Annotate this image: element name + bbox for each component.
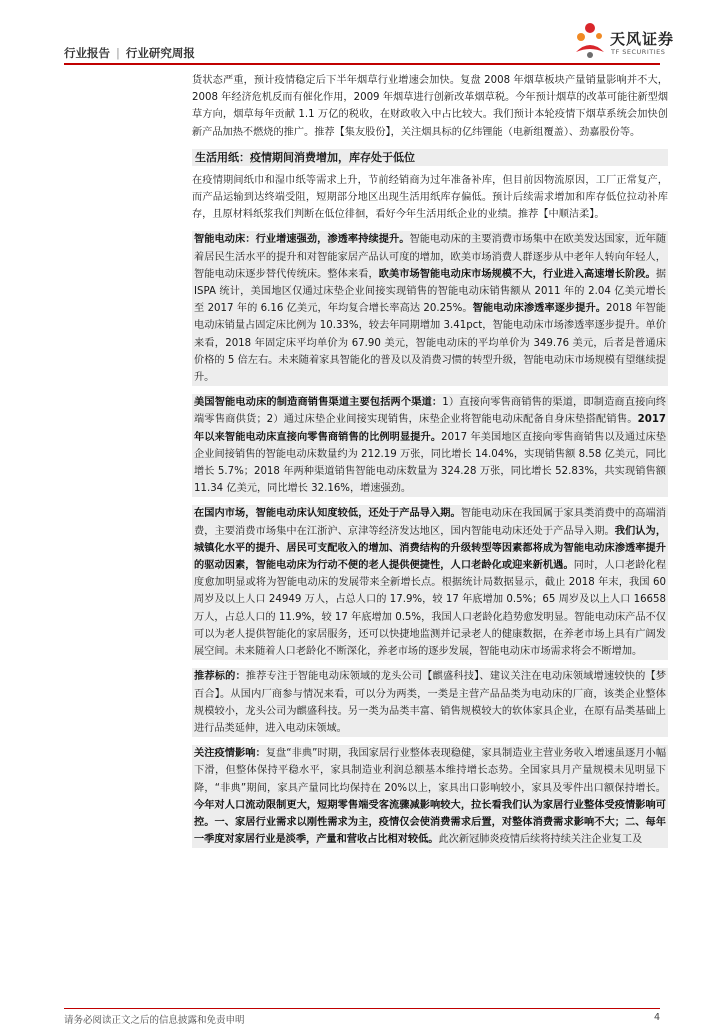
smart-bed-text-b: 据 ISPA 统计，美国地区仅通过床垫企业间接实现销售的智能电动床销售额从 2011 年的 2.04 亿美元增长至 2017 年的 6.16 亿美元，年均复合增长率高达 20.25%。 xyxy=(194,268,667,315)
domestic-market-heading: 在国内市场，智能电动床认知度较低，还处于产品导入期。 xyxy=(194,508,461,520)
smart-bed-highlight-penetration: 智能电动床渗透率逐步提升。 xyxy=(472,303,607,315)
us-channel-text-b: 2017 年美国地区直接向零售商销售以及通过床垫企业间接销售的智能电动床数量约为 212.19 万张，同比增长 14.04%，实现销售额 8.58 亿美元，同比增长 5.7%；2018 年两种渠道销售智能电动床数量为 324.28 万张，同比增长 52.83%，共实现销售额 11.34 亿美元，同比增长 32.16%，增速强劲。 xyxy=(194,431,667,495)
footer-divider xyxy=(64,1008,660,1009)
report-subcategory-label: 行业研究周报 xyxy=(125,46,195,60)
tf-logo-mark-icon xyxy=(572,22,608,60)
page-number: 4 xyxy=(653,1012,660,1023)
epidemic-impact-text-a: 复盘“非典”时期，我国家居行业整体表现稳健，家具制造业主营业务收入增速虽逐月小幅下滑，但整体保持平稳水平，家具制造业利润总额基本维持增长态势。全国家具月产量规模未见明显下降，“非典”期间，家具产量同比均保持在 20%以上，家具出口影响较小，家具及零件出口额保持增长。 xyxy=(194,748,667,794)
recommendation-paragraph xyxy=(192,668,668,737)
logo-english-name: TF SECURITIES xyxy=(611,48,666,56)
epidemic-impact-heading: 关注疫情影响： xyxy=(194,748,266,760)
us-channel-heading: 美国智能电动床的制造商销售渠道主要包括两个渠道： xyxy=(194,397,443,409)
tobacco-paragraph: 货状态严重，预计疫情稳定后下半年烟草行业增速会加快。复盘 2008 年烟草板块产量销量影响并不大，2008 年经济危机反而有催化作用，2009 年烟草进行创新改革烟草税。今年预计烟草的改革可能往新型烟草方向，烟草每年贡献 1.1 万亿的税收，在财政收入中占比较大。我们预计本轮疫情下烟草系统会加快创新产品加热不燃烧的推广。推荐【集友股份】，关注烟具标的亿纬锂能（电新组覆盖）、劲嘉股份等。 xyxy=(192,75,669,138)
header-divider xyxy=(64,63,660,65)
report-category xyxy=(64,45,195,61)
report-category-label: 行业报告 xyxy=(64,46,110,60)
smart-bed-heading: 智能电动床：行业增速强劲，渗透率持续提升。 xyxy=(194,234,410,246)
recommendation-heading: 推荐标的： xyxy=(194,671,246,683)
us-channel-text-a: 1）直接向零售商销售的渠道，即制造商直接向终端零售商供货；2）通过床垫企业间接实现销售，床垫企业将智能电动床配备自身床垫搭配销售。 xyxy=(194,397,667,426)
page-footer xyxy=(64,1008,660,1024)
domestic-market-text-b: 同时，人口老龄化程度愈加明显或将为智能电动床的发展带来全新增长点。根据统计局数据显示，截止 2018 年末，我国 60 周岁及以上人口 24949 万人，占总人口的 17.9%，较 17 年底增加 0.5%；65 周岁及以上人口 16658 万人，占总人口的 11.9%，较 17 年底增加 0.5%，我国人口老龄化趋势愈发明显。智能电动床产品不仅可以为老人提供智能化的家居服务，还可以快捷地监测并记录老人的健康数据，在养老市场上具有广阔发展空间。未来随着人口老龄化不断深化，养老市场的逐步发展，智能电动床市场需求将会不断增加。 xyxy=(194,560,667,658)
us-channel-paragraph xyxy=(192,394,668,497)
report-body xyxy=(192,72,668,856)
page-header xyxy=(0,0,724,64)
smart-bed-text-c: 2018 年智能电动床销量占固定床比例为 10.33%，较去年同期增加 3.41pct，智能电动床市场渗透率逐步提升。单价来看，2018 年固定床平均单价为 67.90 美元，智能电动床的平均单价为 349.76 美元，后者是普通床价格的 5 倍左右。未来随着家具智能化的普及以及消费习惯的转型升级，智能电动床市场规模有望继续提升。 xyxy=(194,303,666,384)
epidemic-impact-text-b: 此次新冠肺炎疫情后续将持续关注企业复工及 xyxy=(438,834,643,846)
living-paper-paragraph: 在疫情期间纸巾和湿巾纸等需求上升，节前经销商为过年准备补库，但目前因物流原因，工厂正常复产，而产品运输到达终端受阻，短期部分地区出现生活用纸库存偏低。预计后续需求增加和库存低位拉动补库存，且原材料纸浆我们判断在低位徘徊，看好今年生活用纸企业的业绩。推荐【中顺洁柔】。 xyxy=(192,174,668,221)
tf-securities-logo xyxy=(572,22,682,62)
category-separator: | xyxy=(116,46,120,60)
domestic-market-highlight: 我们认为，城镇化水平的提升、居民可支配收入的增加、消费结构的升级转型等因素都将成为智能电动床渗透率提升的驱动因素，智能电动床为行动不便的老人提供便捷性，人口老龄化或迎来新机遇。 xyxy=(194,525,667,572)
us-channel-highlight: 2017 年以来智能电动床直接向零售商销售的比例明显提升。 xyxy=(194,414,666,443)
footer-disclaimer: 请务必阅读正文之后的信息披露和免责申明 xyxy=(64,1015,245,1026)
logo-chinese-name: 天风证券 xyxy=(610,30,675,48)
domestic-market-paragraph xyxy=(192,505,668,660)
domestic-market-text-a: 智能电动床在我国属于家具类消费中的高端消费，主要消费市场集中在江浙沪、京津等经济发达地区，国内智能电动床还处于产品导入期。 xyxy=(194,508,667,537)
smart-bed-highlight-market: 欧美市场智能电动床市场规模不大，行业进入高速增长阶段。 xyxy=(378,268,656,280)
logo-dot-orange xyxy=(577,33,585,41)
smart-bed-overview-paragraph xyxy=(192,231,668,386)
logo-swoosh xyxy=(576,45,604,52)
logo-dot-red xyxy=(585,23,595,33)
epidemic-impact-paragraph xyxy=(192,745,668,848)
section-heading-living-paper: 生活用纸：疫情期间消费增加，库存处于低位 xyxy=(192,149,668,166)
epidemic-impact-highlight: 今年对人口流动限制更大，短期零售端受客流骤减影响较大，拉长看我们认为家居行业整体受疫情影响可控。一、家居行业需求以刚性需求为主，疫情仅会使消费需求后置，对整体消费需求影响不大；二、每年一季度对家居行业是淡季，产量和营收占比相对较低。 xyxy=(194,799,666,846)
logo-dot-orange-small xyxy=(596,33,602,39)
logo-dot-grey xyxy=(587,52,593,58)
recommendation-text: 推荐专注于智能电动床领域的龙头公司【麒盛科技】、建议关注在电动床领域增速较快的【梦百合】。从国内厂商参与情况来看，可以分为两类，一类是主营产品品类为电动床的厂商，该类企业整体规模较小，龙头公司为麒盛科技。另一类为品类丰富、销售规模较大的软体家具企业，在原有品类基础上进行品类延伸，进入电动床领域。 xyxy=(194,671,667,734)
smart-bed-text-a: 智能电动床的主要消费市场集中在欧美发达国家，近年随着居民生活水平的提升和对智能家居产品认可度的增加，欧美市场消费人群逐步从中老年人转向年轻人，智能电动床逐步替代传统床。整体来看， xyxy=(194,234,667,280)
